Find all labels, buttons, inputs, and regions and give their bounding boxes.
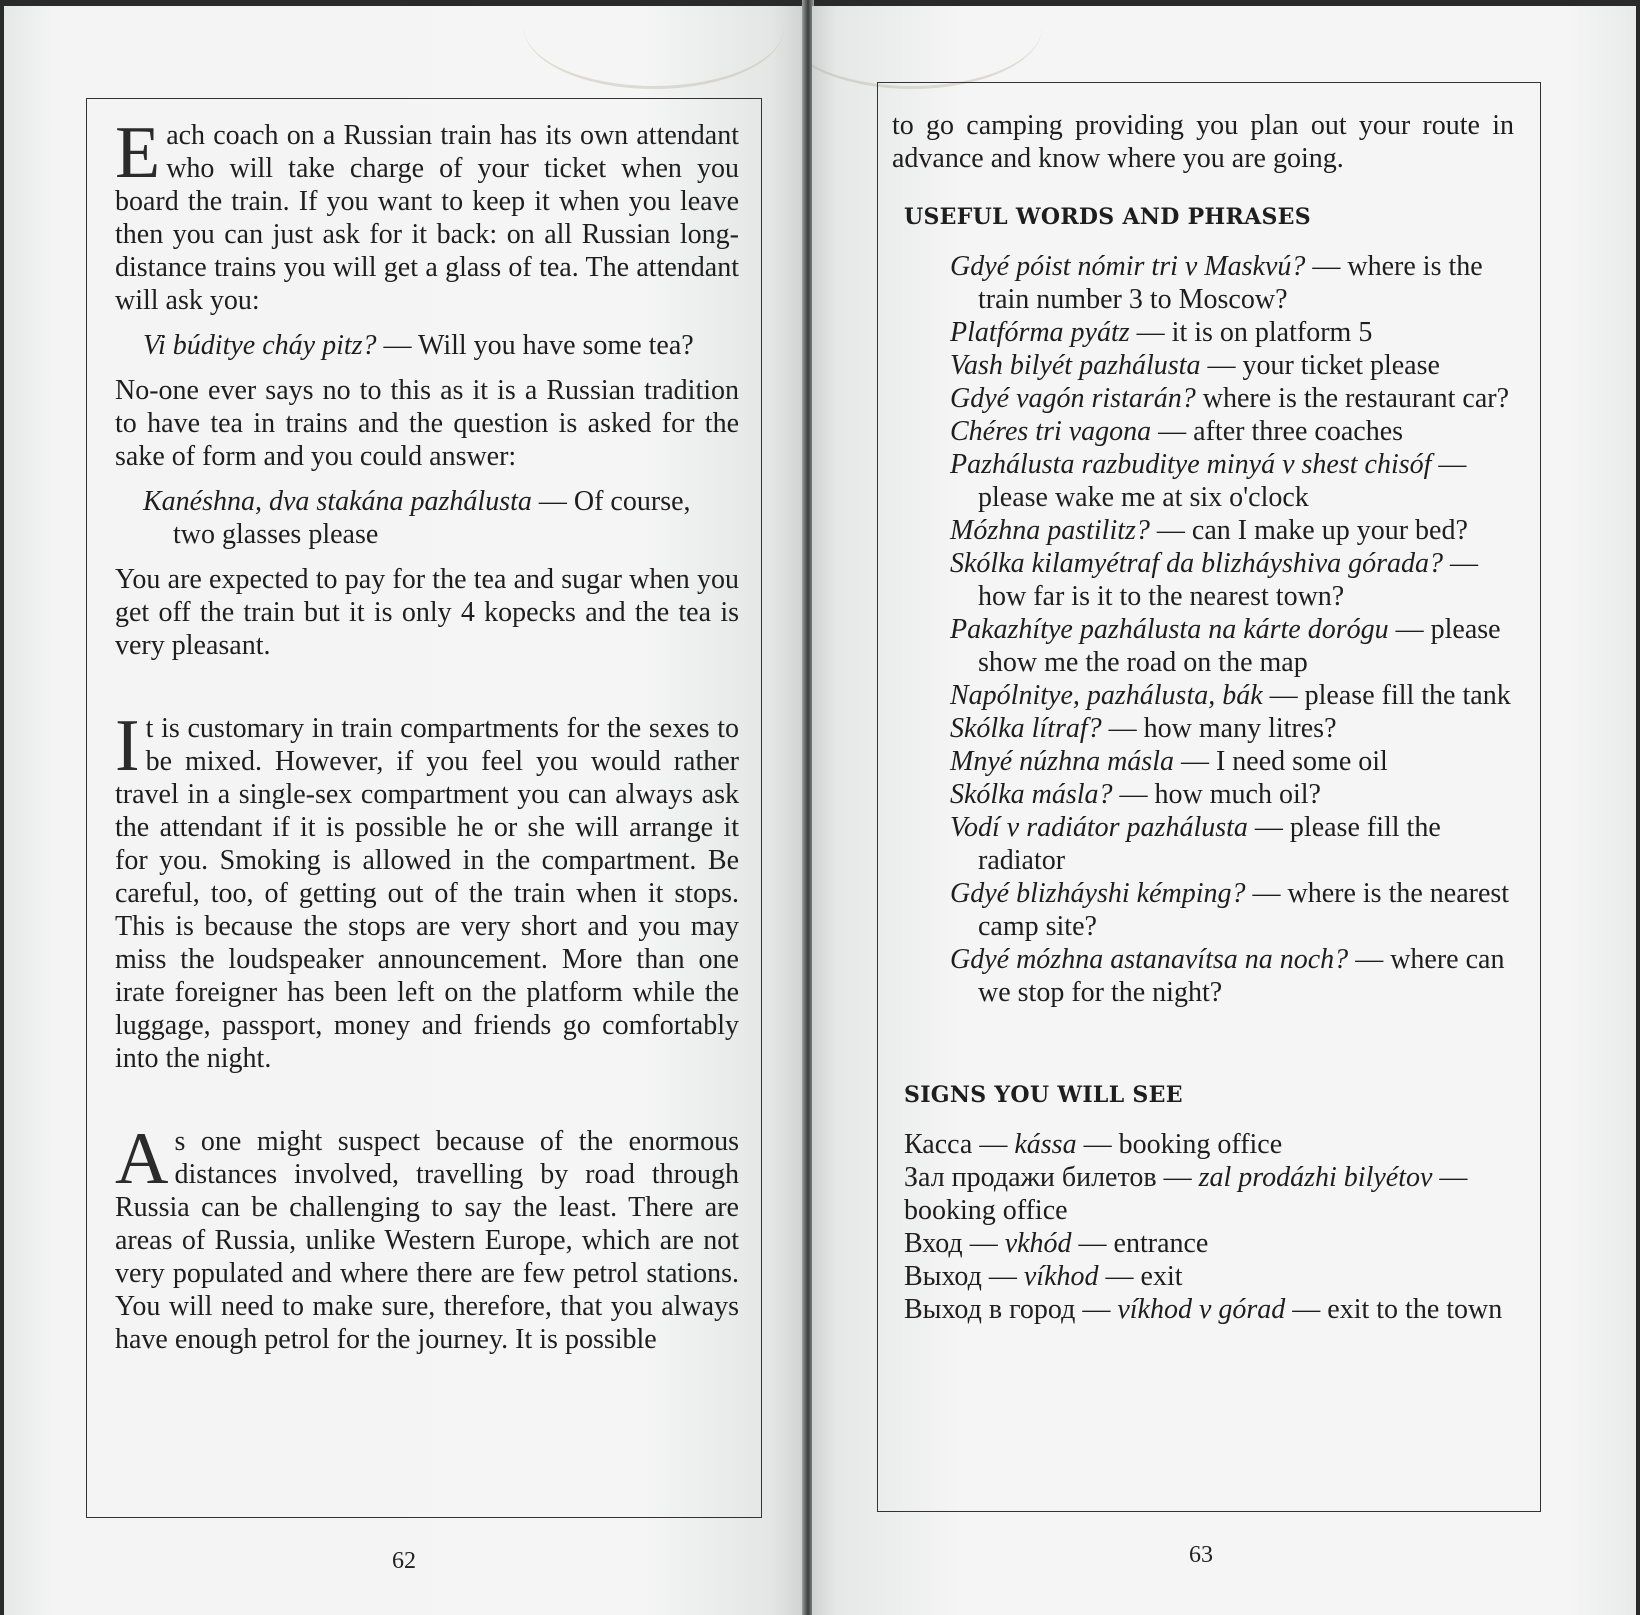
english-translation: where is the restaurant car? — [1195, 383, 1510, 414]
russian-phrase: Gdyé mózhna astanavítsa na noch? — [950, 944, 1349, 975]
page-number: 63 — [1189, 1542, 1213, 1568]
phrase-two-glasses — [115, 485, 739, 551]
transliteration: víkhod v górad — [1117, 1294, 1286, 1325]
phrase-item — [950, 349, 1514, 382]
paragraph-camping: to go camping providing you plan out your route in advance and know where you are going. — [892, 110, 1514, 174]
english-translation: — Will you have some tea? — [376, 330, 694, 361]
russian-phrase: Napólnitye, pazhálusta, bák — [950, 680, 1263, 711]
russian-phrase: Pazhálusta razbuditye minyá v shest chisóf — [950, 449, 1432, 480]
paragraph-train-attendant — [115, 112, 739, 317]
drop-cap: A — [115, 1118, 169, 1200]
russian-phrase: Skólka kilamyétraf da blizháyshiva górada? — [950, 548, 1444, 579]
phrase-item — [950, 613, 1514, 679]
paragraph-tea-tradition: No-one ever says no to this as it is a Russian tradition to have tea in trains and the question is asked for the sake of form and you could answer: — [115, 375, 739, 472]
english-translation: — Of course, two glasses please — [173, 486, 691, 550]
separator: — — [962, 1228, 1005, 1259]
russian-phrase: Skólka másla? — [950, 779, 1113, 810]
sign-item — [904, 1128, 1514, 1161]
page-number: 62 — [392, 1548, 416, 1574]
sign-item — [904, 1161, 1514, 1227]
english-translation: — where is the nearest camp site? — [978, 878, 1510, 942]
sign-item — [904, 1227, 1514, 1260]
english-translation: — your ticket please — [1200, 350, 1440, 381]
phrase-item — [950, 811, 1514, 877]
signs-list — [904, 1128, 1514, 1326]
russian-phrase: Platfórma pyátz — [950, 317, 1130, 348]
english-translation: — exit to the town — [1285, 1294, 1503, 1325]
phrase-item — [950, 316, 1514, 349]
english-translation: — after three coaches — [1151, 416, 1404, 447]
water-stain — [812, 6, 1042, 89]
english-translation: — where can we stop for the night? — [978, 944, 1505, 1008]
transliteration: zal prodázhi bilyétov — [1198, 1162, 1433, 1193]
paragraph-text: s one might suspect because of the enormous distances involved, travelling by road through Russia can be challenging to say the least. There are areas of Russia, unlike Western Europe, which are not very populated and where there are few petrol stations. You will need to make sure, therefore, that you always have enough petrol for the journey. It is possible — [115, 1126, 739, 1355]
english-translation: — how much oil? — [1112, 779, 1321, 810]
english-translation: — where is the train number 3 to Moscow? — [978, 251, 1483, 315]
transliteration: víkhod — [1023, 1261, 1099, 1292]
paragraph-tea-payment: You are expected to pay for the tea and sugar when you get off the train but it is only 4 kopecks and the tea is very pleasant. — [115, 564, 739, 661]
separator: — — [972, 1129, 1015, 1160]
english-translation: — how many litres? — [1101, 713, 1337, 744]
english-translation: — please fill the tank — [1262, 680, 1511, 711]
paragraph-road-travel — [115, 1118, 739, 1356]
drop-cap: E — [115, 112, 161, 194]
russian-phrase: Vodí v radiátor pazhálusta — [950, 812, 1248, 843]
phrase-item — [950, 547, 1514, 613]
phrase-item — [950, 448, 1514, 514]
left-page — [4, 6, 804, 1615]
drop-cap: I — [115, 705, 140, 787]
separator: — — [1156, 1162, 1199, 1193]
english-translation: — can I make up your bed? — [1149, 515, 1468, 546]
english-translation: — please show me the road on the map — [978, 614, 1501, 678]
phrase-item — [950, 514, 1514, 547]
right-text-frame — [877, 82, 1541, 1512]
russian-phrase: Skólka lítraf? — [950, 713, 1102, 744]
phrase-item — [950, 382, 1514, 415]
cyrillic-sign: Касса — [904, 1129, 973, 1160]
english-translation: — please fill the radiator — [978, 812, 1441, 876]
english-translation: — booking office — [1076, 1129, 1283, 1160]
separator: — — [981, 1261, 1024, 1292]
separator: — — [1075, 1294, 1118, 1325]
english-translation: — I need some oil — [1173, 746, 1388, 777]
cyrillic-sign: Выход в город — [904, 1294, 1076, 1325]
phrase-item — [950, 877, 1514, 943]
english-translation: — exit — [1098, 1261, 1183, 1292]
phrase-tea-question — [115, 329, 739, 362]
signs-heading: SIGNS YOU WILL SEE — [904, 1082, 1183, 1108]
english-translation: — it is on platform 5 — [1129, 317, 1373, 348]
russian-phrase: Gdyé póist nómir tri v Maskvú? — [950, 251, 1306, 282]
phrase-list — [950, 250, 1514, 1009]
phrase-item — [950, 415, 1514, 448]
phrase-item — [950, 712, 1514, 745]
russian-phrase: Pakazhítye pazhálusta na kárte dorógu — [950, 614, 1389, 645]
english-translation: — booking office — [904, 1162, 1468, 1226]
cyrillic-sign: Вход — [904, 1228, 963, 1259]
english-translation: — entrance — [1071, 1228, 1209, 1259]
sign-item — [904, 1260, 1514, 1293]
russian-phrase: Mnyé núzhna másla — [950, 746, 1174, 777]
russian-phrase: Vi búditye cháy pitz? — [143, 330, 377, 361]
phrase-item — [950, 778, 1514, 811]
phrase-item — [950, 745, 1514, 778]
phrase-item — [950, 679, 1514, 712]
right-page — [812, 6, 1636, 1615]
paragraph-text: t is customary in train compartments for the sexes to be mixed. However, if you feel you would rather travel in a single-sex compartment you can always ask the attendant if it is possible he or she will arrange it for you. Smoking is allowed in the compartment. Be careful, too, of getting out of the train when it stops. This is because the stops are very short and you may miss the loudspeaker announcement. More than one irate foreigner has been left on the platform while the luggage, passport, money and friends go comfortably into the night. — [115, 713, 739, 1074]
phrase-item — [950, 250, 1514, 316]
paragraph-compartments — [115, 705, 739, 1075]
phrases-heading: USEFUL WORDS AND PHRASES — [904, 204, 1311, 230]
phrase-item — [950, 943, 1514, 1009]
left-text-frame — [86, 98, 762, 1518]
english-translation: — how far is it to the nearest town? — [978, 548, 1479, 612]
russian-phrase: Vash bilyét pazhálusta — [950, 350, 1201, 381]
russian-phrase: Gdyé vagón ristarán? — [950, 383, 1196, 414]
russian-phrase: Mózhna pastilitz? — [950, 515, 1150, 546]
cyrillic-sign: Зал продажи билетов — [904, 1162, 1157, 1193]
transliteration: vkhód — [1004, 1228, 1072, 1259]
water-stain — [524, 6, 784, 89]
cyrillic-sign: Выход — [904, 1261, 982, 1292]
english-translation: — please wake me at six o'clock — [978, 449, 1467, 513]
russian-phrase: Gdyé blizháyshi kémping? — [950, 878, 1246, 909]
paragraph-text: ach coach on a Russian train has its own attendant who will take charge of your ticket when you board the train. If you want to keep it when you leave then you can just ask for it back: on all Russian long-distance trains you will get a glass of tea. The attendant will ask you: — [115, 120, 739, 316]
russian-phrase: Chéres tri vagona — [950, 416, 1152, 447]
transliteration: kássa — [1014, 1129, 1077, 1160]
sign-item — [904, 1293, 1514, 1326]
russian-phrase: Kanéshna, dva stakána pazhálusta — [143, 486, 532, 517]
